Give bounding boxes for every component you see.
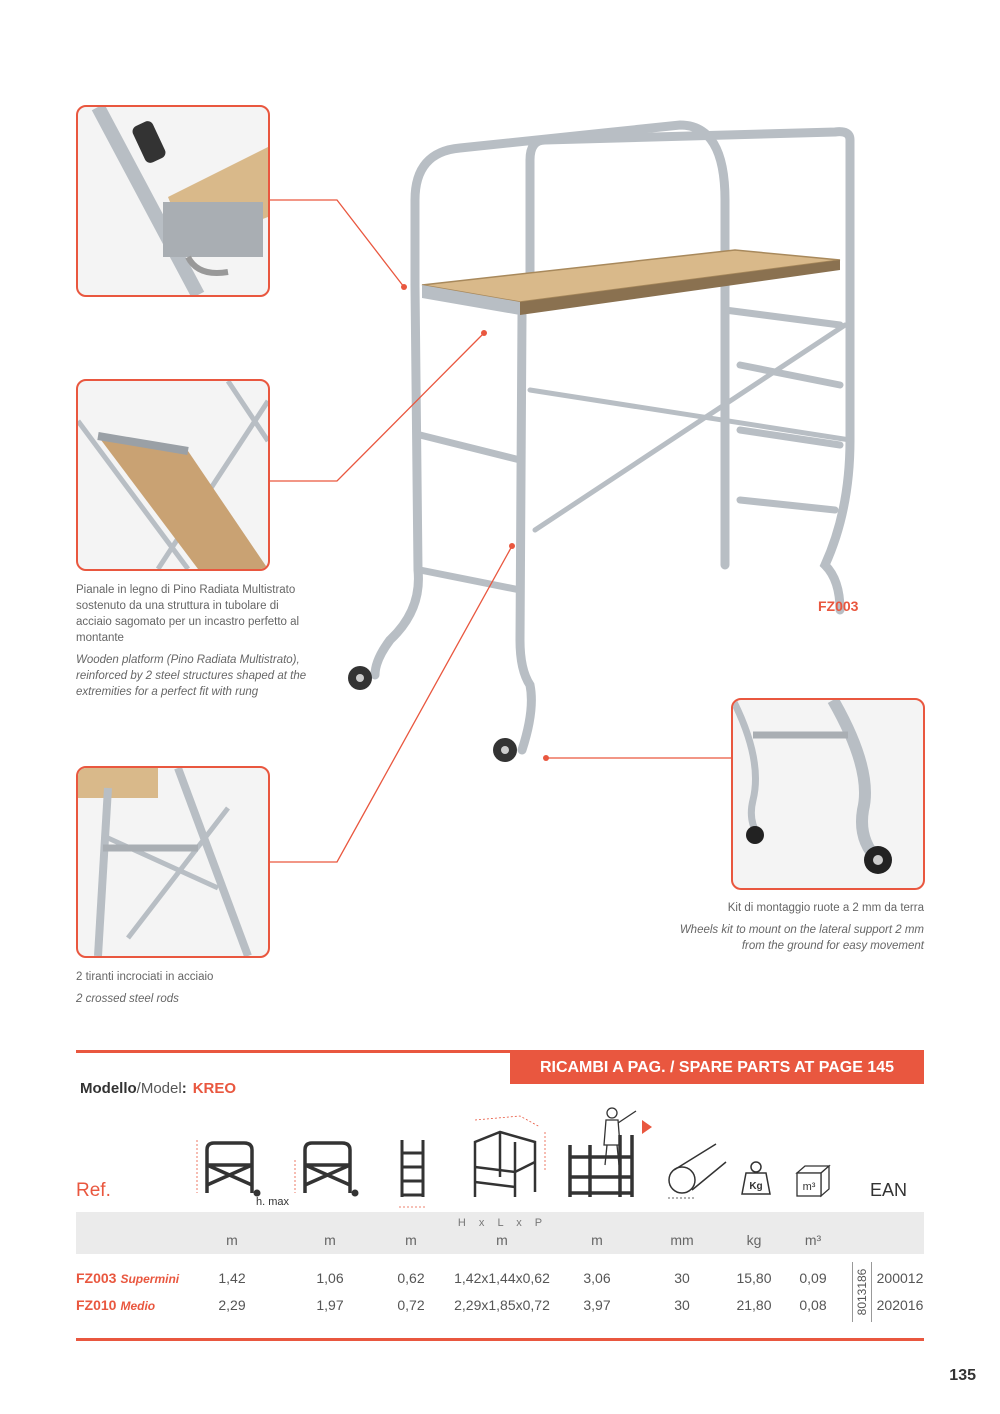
row-variant: Medio (120, 1299, 156, 1313)
caption-platform (76, 582, 316, 700)
hmax-label: h. max (256, 1196, 290, 1208)
dimensions-icon (460, 1112, 550, 1202)
page-number: 135 (949, 1367, 976, 1384)
model-label: Modello (80, 1080, 137, 1097)
cell-working-height: 3,06 (583, 1270, 611, 1286)
cell-width: 0,62 (397, 1270, 425, 1286)
model-colon: : (181, 1080, 187, 1097)
cell-diameter: 30 (674, 1270, 690, 1286)
table-bottom-rule (76, 1338, 924, 1341)
caption-wheels (660, 900, 924, 954)
cell-diameter: 30 (674, 1297, 690, 1313)
detail-photo-platform (76, 379, 270, 571)
unit-hmax: m (226, 1232, 238, 1248)
volume-icon-label: m³ (802, 1181, 816, 1193)
cell-dimensions: 1,42x1,44x0,62 (454, 1270, 550, 1286)
cell-weight: 21,80 (736, 1297, 772, 1313)
detail-photo-hook (76, 105, 270, 297)
unit-diameter: mm (670, 1232, 694, 1248)
model-line (80, 1080, 236, 1097)
caption-platform-en: Wooden platform (Pino Radiata Multistrato), reinforced by 2 steel structures shaped at the extremities for a perfect fit with rung (76, 654, 307, 698)
caption-rods-it: 2 tiranti incrociati in acciaio (76, 971, 214, 983)
tube-diameter-icon (664, 1140, 729, 1205)
unit-dimensions: m (496, 1232, 508, 1248)
weight-icon (738, 1160, 774, 1200)
cell-hmax: 1,42 (218, 1270, 246, 1286)
volume-icon (793, 1163, 833, 1199)
weight-icon-label: Kg (749, 1181, 763, 1192)
caption-rods-en: 2 crossed steel rods (76, 993, 179, 1005)
unit-weight: kg (746, 1232, 762, 1248)
table-row-ref (76, 1270, 179, 1286)
cell-ean: 202016 (876, 1297, 924, 1313)
model-name: KREO (192, 1080, 237, 1097)
unit-height: m (324, 1232, 336, 1248)
unit-width: m (405, 1232, 417, 1248)
unit-working-height: m (591, 1232, 603, 1248)
ean-prefix (852, 1262, 872, 1322)
table-row-ref (76, 1297, 155, 1313)
frame-height-icon (290, 1135, 365, 1200)
caption-wheels-en: Wheels kit to mount on the lateral support 2 mm from the ground for easy movement (679, 924, 924, 952)
cell-weight: 15,80 (736, 1270, 772, 1286)
ean-header: EAN (870, 1180, 908, 1200)
caption-wheels-it: Kit di montaggio ruote a 2 mm da terra (727, 902, 924, 914)
cell-dimensions: 2,29x1,85x0,72 (454, 1297, 550, 1313)
detail-photo-rods (76, 766, 270, 958)
cell-working-height: 3,97 (583, 1297, 611, 1313)
row-code: FZ010 (76, 1297, 117, 1313)
ean-prefix-text: 8013186 (855, 1268, 869, 1316)
unit-volume: m³ (804, 1232, 822, 1248)
cell-hmax: 2,29 (218, 1297, 246, 1313)
row-code: FZ003 (76, 1270, 117, 1286)
spare-parts-banner: RICAMBI A PAG. / SPARE PARTS AT PAGE 145 (510, 1052, 924, 1084)
working-height-icon (560, 1105, 660, 1200)
caption-platform-it: Pianale in legno di Pino Radiata Multistrato sostenuto da una struttura in tubolare di acciaio sagomato per un incastro perfetto al montante (76, 584, 300, 644)
cell-volume: 0,08 (799, 1297, 827, 1313)
hlp-label: H x L x P (457, 1217, 548, 1229)
cell-width: 0,72 (397, 1297, 425, 1313)
cell-ean: 200012 (876, 1270, 924, 1286)
ref-label: Ref. (76, 1180, 111, 1201)
cell-height: 1,97 (316, 1297, 344, 1313)
ladder-width-icon (393, 1135, 433, 1215)
product-image-label: FZ003 (818, 598, 859, 614)
cell-height: 1,06 (316, 1270, 344, 1286)
detail-photo-wheels (731, 698, 925, 890)
row-variant: Supermini (120, 1272, 180, 1286)
caption-rods (76, 969, 316, 1007)
scaffold-height-icon (192, 1135, 267, 1200)
cell-volume: 0,09 (799, 1270, 827, 1286)
model-label-en: /Model (136, 1080, 182, 1097)
